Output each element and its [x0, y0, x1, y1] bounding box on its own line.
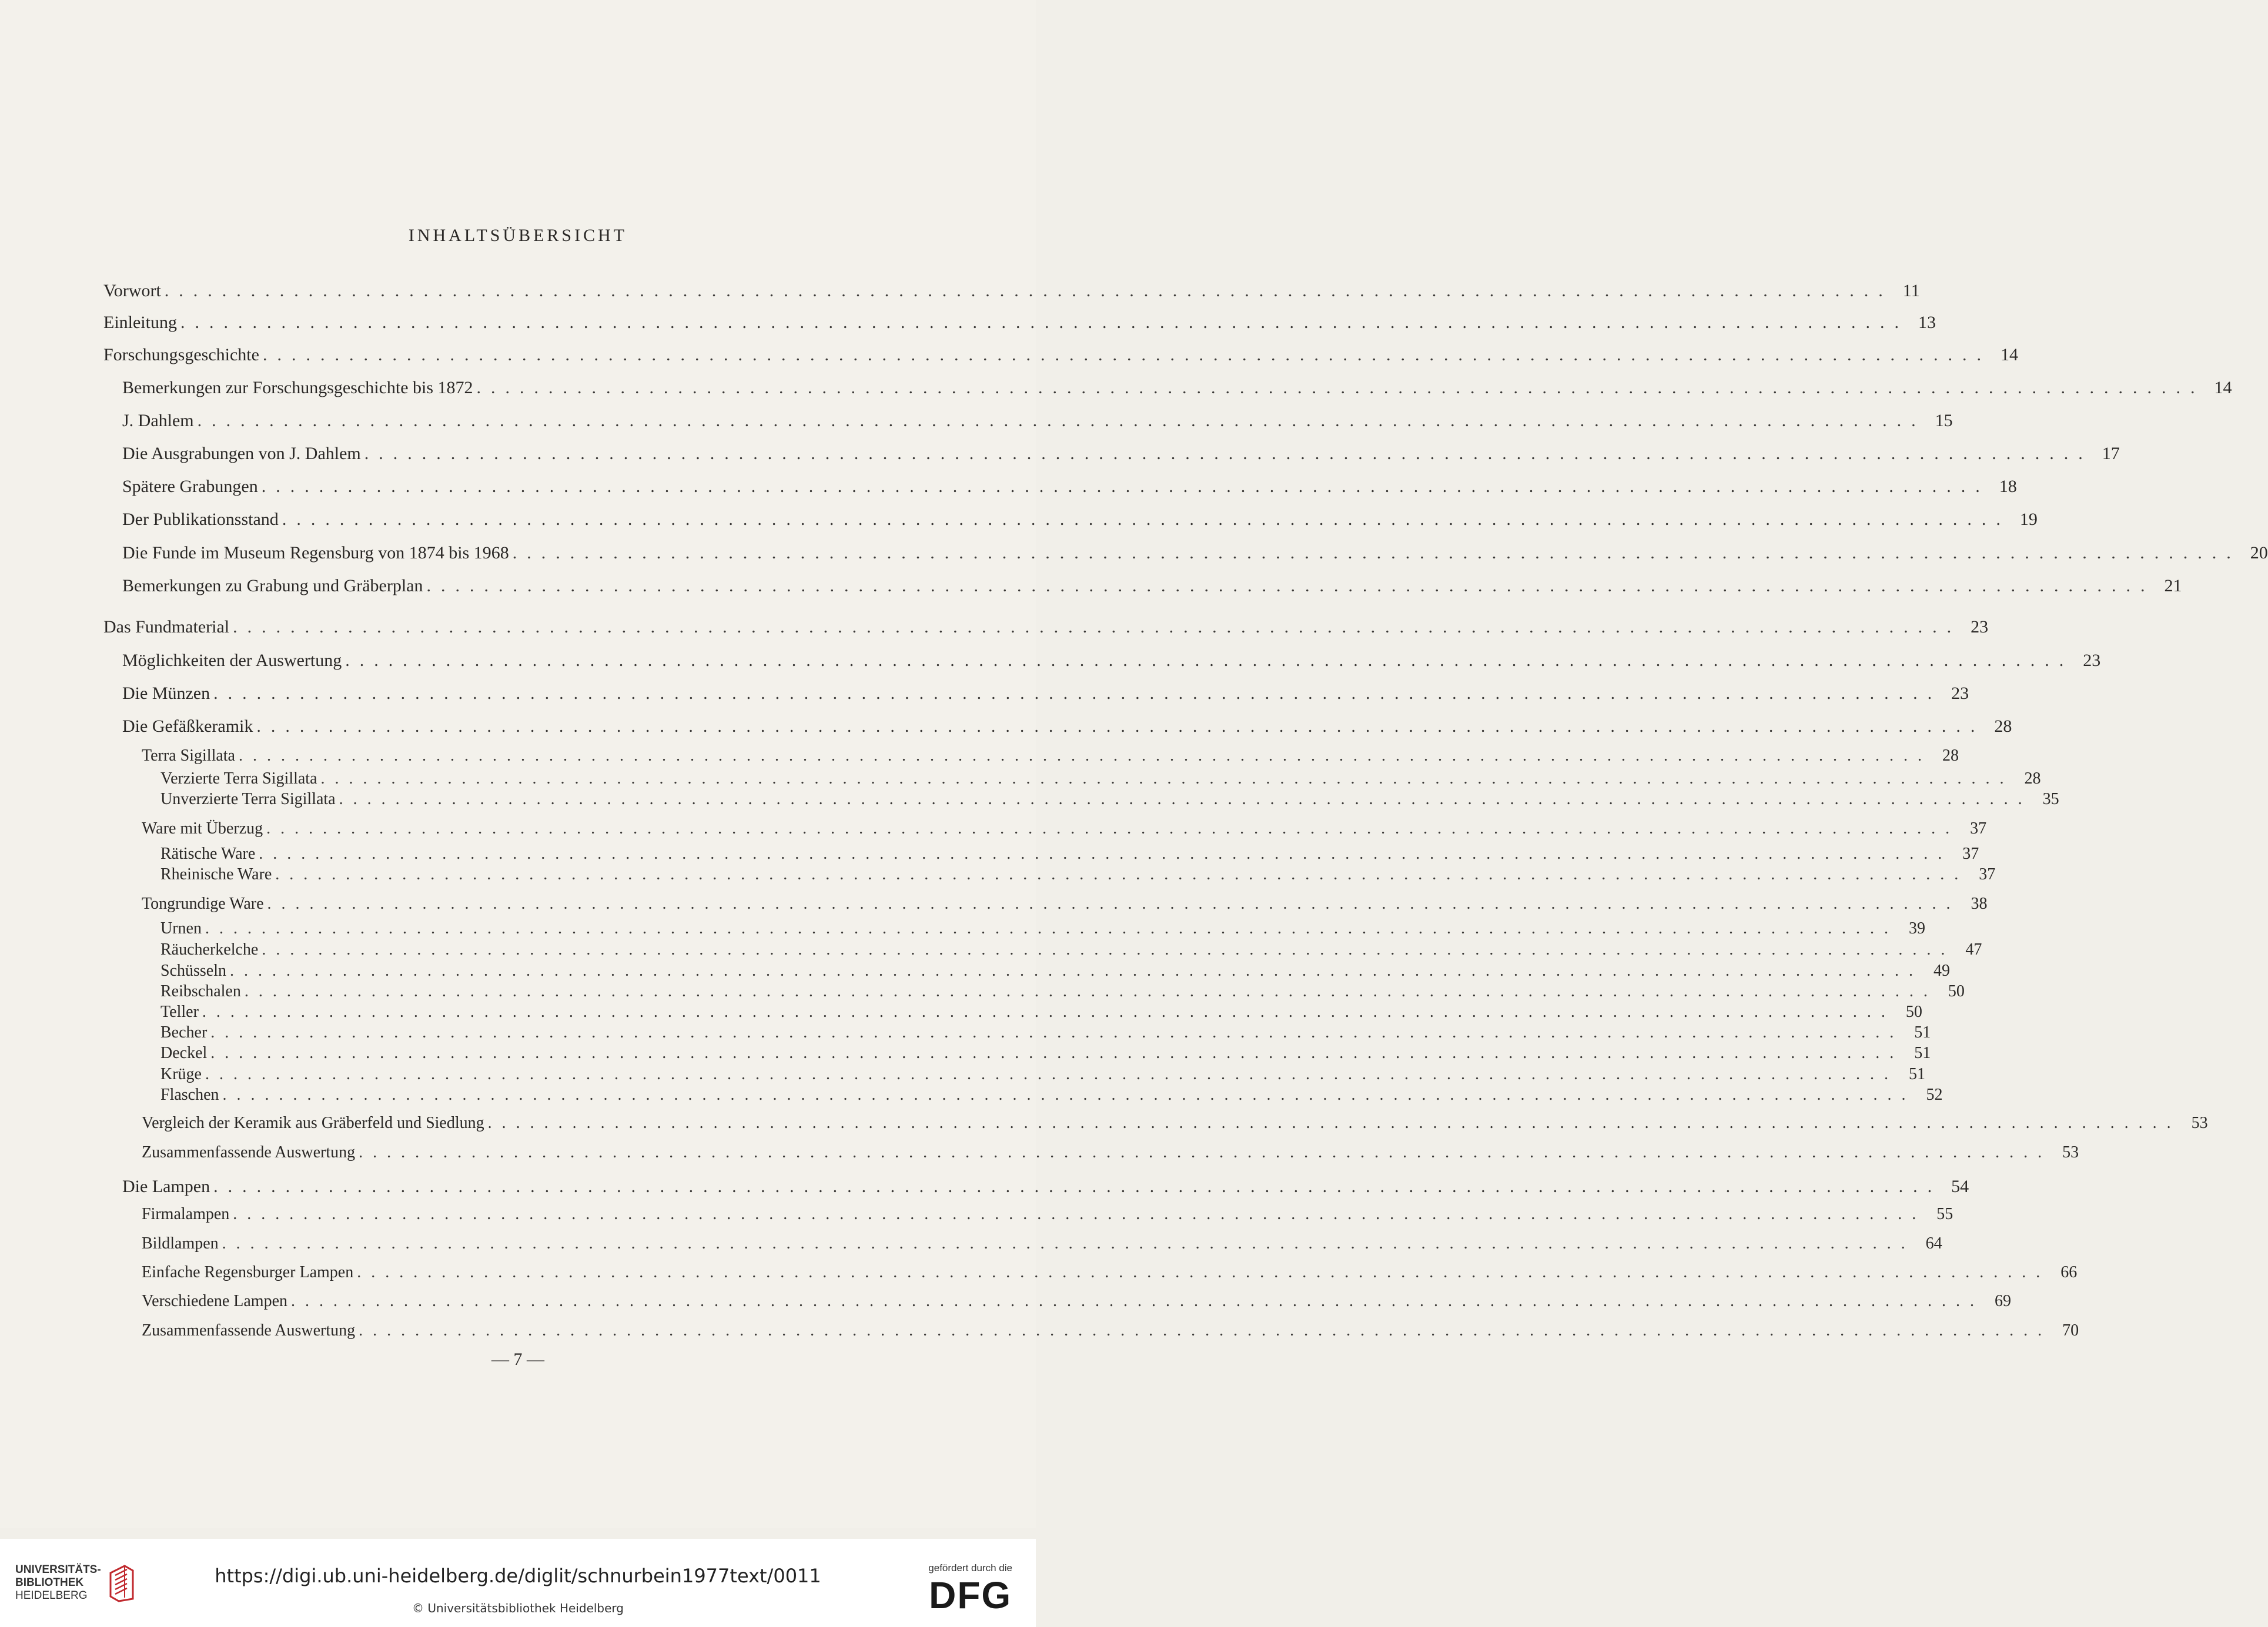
toc-entry — [160, 769, 2041, 788]
toc-entry — [122, 651, 2101, 671]
toc-leader-dots: ........................................................................................................................ — [213, 1177, 1942, 1196]
toc-entry-label: J. Dahlem — [122, 411, 194, 430]
toc-entry — [142, 1292, 2011, 1311]
toc-entry-label: Ware mit Überzug — [142, 819, 263, 838]
toc-leader-dots: ........................................................................................................................ — [202, 1003, 1895, 1021]
toc-leader-dots: ........................................................................................................................ — [426, 576, 2155, 595]
toc-entry — [142, 1114, 2208, 1133]
toc-leader-dots: ........................................................................................................................ — [197, 411, 1926, 430]
toc-entry-page: 51 — [1914, 1044, 1931, 1062]
dfg-logo-text: DFG — [929, 1574, 1012, 1616]
toc-entry-page: 14 — [2214, 378, 2232, 397]
toc-leader-dots: ........................................................................................................................ — [222, 1234, 1915, 1253]
toc-entry-label: Forschungsgeschichte — [103, 345, 259, 364]
toc-entry-page: 54 — [1951, 1177, 1969, 1196]
toc-entry-page: 52 — [1926, 1086, 1943, 1104]
toc-entry — [122, 378, 2232, 398]
toc-leader-dots: ........................................................................................................................ — [357, 1263, 2050, 1281]
toc-entry-label: Unverzierte Terra Sigillata — [160, 790, 336, 808]
toc-leader-dots: ........................................................................................................................ — [259, 845, 1952, 863]
toc-entry-label: Die Funde im Museum Regensburg von 1874 bis 1968 — [122, 543, 509, 563]
toc-entry-page: 19 — [2019, 510, 2038, 529]
toc-leader-dots: ........................................................................................................................ — [339, 790, 2032, 808]
toc-entry-label: Urnen — [160, 919, 202, 938]
toc-entry-page: 15 — [1935, 411, 1953, 430]
toc-leader-dots: ........................................................................................................................ — [291, 1292, 1984, 1310]
toc-entry-label: Firmalampen — [142, 1205, 230, 1223]
toc-entry-page: 20 — [2250, 543, 2268, 563]
toc-entry-page: 23 — [1971, 617, 1989, 637]
viewer-footer — [0, 1539, 1036, 1627]
toc-entry — [160, 845, 1979, 863]
toc-entry-page: 23 — [1951, 684, 1969, 703]
toc-entry — [160, 962, 1950, 980]
toc-leader-dots: ........................................................................................................................ — [476, 378, 2205, 397]
toc-entry-page: 13 — [1918, 313, 1936, 332]
toc-entry-page: 50 — [1948, 982, 1965, 1000]
toc-entry-page: 38 — [1971, 895, 1988, 913]
toc-entry — [103, 617, 1989, 637]
toc-entry — [122, 510, 2038, 530]
toc-entry-label: Rheinische Ware — [160, 865, 272, 883]
toc-leader-dots: ........................................................................................................................ — [320, 769, 2014, 788]
toc-entry-page: 64 — [1925, 1234, 1942, 1253]
funding-text: gefördert durch die — [928, 1562, 1012, 1574]
toc-entry — [103, 281, 1920, 301]
toc-entry-page: 69 — [1995, 1292, 2011, 1310]
toc-entry — [142, 746, 1959, 765]
toc-entry-label: Reibschalen — [160, 982, 241, 1000]
toc-entry-page: 39 — [1908, 919, 1925, 938]
library-name-line3: HEIDELBERG — [15, 1589, 88, 1602]
toc-entry — [142, 1263, 2078, 1282]
toc-entry-label: Bildlampen — [142, 1234, 219, 1253]
toc-entry — [160, 919, 1925, 938]
toc-leader-dots: ........................................................................................................................ — [210, 1044, 1904, 1062]
toc-entry — [122, 411, 1953, 431]
toc-leader-dots: ........................................................................................................................ — [275, 865, 1969, 883]
page-number: — 7 — — [491, 1350, 544, 1369]
toc-entry-label: Einleitung — [103, 313, 177, 332]
page-title: INHALTSÜBERSICHT — [408, 226, 628, 245]
toc-entry-label: Bemerkungen zur Forschungsgeschichte bis 1872 — [122, 378, 473, 397]
toc-entry-page: 70 — [2062, 1321, 2079, 1340]
toc-entry-label: Die Münzen — [122, 684, 210, 703]
toc-entry-label: Teller — [160, 1003, 199, 1021]
library-name-line1: UNIVERSITÄTS- — [15, 1564, 101, 1576]
toc-entry-page: 49 — [1934, 962, 1950, 980]
toc-entry — [160, 1023, 1931, 1042]
toc-entry-page: 28 — [2024, 769, 2041, 788]
toc-leader-dots: ........................................................................................................................ — [164, 281, 1893, 300]
toc-entry — [160, 790, 2059, 809]
toc-entry-page: 51 — [1908, 1065, 1925, 1083]
toc-leader-dots: ........................................................................................................................ — [345, 651, 2074, 670]
toc-leader-dots: ........................................................................................................................ — [244, 982, 1938, 1000]
toc-entry — [142, 819, 1987, 838]
toc-entry — [142, 1143, 2079, 1162]
toc-entry — [122, 684, 1969, 704]
toc-entry-label: Der Publikationsstand — [122, 510, 279, 529]
toc-leader-dots: ........................................................................................................................ — [282, 510, 2011, 529]
toc-entry-label: Die Ausgrabungen von J. Dahlem — [122, 444, 361, 463]
toc-leader-dots: ........................................................................................................................ — [262, 940, 1955, 959]
toc-entry-page: 50 — [1905, 1003, 1922, 1021]
toc-entry-page: 18 — [1999, 477, 2017, 496]
toc-entry — [122, 1177, 1969, 1197]
toc-leader-dots: ........................................................................................................................ — [266, 819, 1960, 838]
toc-leader-dots: ........................................................................................................................ — [262, 345, 1991, 364]
toc-entry-page: 14 — [2000, 345, 2018, 364]
toc-leader-dots: ........................................................................................................................ — [230, 962, 1923, 980]
toc-leader-dots: ........................................................................................................................ — [487, 1114, 2181, 1132]
toc-entry-label: Räucherkelche — [160, 940, 259, 959]
toc-entry-label: Das Fundmaterial — [103, 617, 230, 637]
toc-entry-page: 17 — [2102, 444, 2120, 463]
toc-entry — [122, 576, 2182, 596]
toc-entry-page: 35 — [2042, 790, 2059, 808]
toc-entry-label: Verschiedene Lampen — [142, 1292, 287, 1310]
toc-entry-page: 28 — [1942, 746, 1959, 765]
toc-entry-page: 11 — [1902, 281, 1920, 300]
toc-leader-dots: ........................................................................................................................ — [267, 895, 1961, 913]
copyright-notice: © Universitätsbibliothek Heidelberg — [412, 1601, 624, 1615]
toc-entry — [122, 444, 2120, 464]
toc-leader-dots: ........................................................................................................................ — [233, 617, 1962, 637]
toc-leader-dots: ........................................................................................................................ — [512, 543, 2241, 563]
toc-entry — [160, 865, 1996, 884]
toc-entry — [142, 1205, 1953, 1224]
toc-entry — [103, 313, 1936, 333]
toc-entry-label: Spätere Grabungen — [122, 477, 258, 496]
toc-entry-label: Bemerkungen zu Grabung und Gräberplan — [122, 576, 423, 595]
toc-entry-page: 51 — [1914, 1023, 1931, 1042]
toc-entry — [160, 940, 1982, 959]
toc-leader-dots: ........................................................................................................................ — [261, 477, 1990, 496]
toc-entry-page: 55 — [1936, 1205, 1953, 1223]
toc-entry-label: Vorwort — [103, 281, 161, 300]
page-url-link[interactable]: https://digi.ub.uni-heidelberg.de/diglit/schnurbein1977text/0011 — [215, 1565, 821, 1587]
toc-entry — [160, 1003, 1922, 1022]
toc-entry — [160, 982, 1965, 1001]
toc-entry-page: 66 — [2060, 1263, 2078, 1281]
toc-entry-label: Rätische Ware — [160, 845, 256, 863]
toc-entry — [142, 1321, 2079, 1340]
toc-entry-label: Krüge — [160, 1065, 202, 1083]
toc-leader-dots: ........................................................................................................................ — [359, 1321, 2052, 1340]
toc-leader-dots: ........................................................................................................................ — [213, 684, 1942, 703]
toc-entry-label: Die Lampen — [122, 1177, 210, 1196]
toc-leader-dots: ........................................................................................................................ — [233, 1205, 1926, 1223]
toc-entry — [142, 895, 1988, 913]
toc-leader-dots: ........................................................................................................................ — [238, 746, 1932, 765]
toc-entry-label: Becher — [160, 1023, 208, 1042]
toc-entry-page: 47 — [1965, 940, 1982, 959]
toc-entry-label: Die Gefäßkeramik — [122, 717, 253, 736]
toc-leader-dots: ........................................................................................................................ — [364, 444, 2093, 463]
library-name-line2: BIBLIOTHEK — [15, 1576, 84, 1589]
toc-entry-label: Zusammenfassende Auswertung — [142, 1143, 356, 1161]
toc-leader-dots: ........................................................................................................................ — [205, 1065, 1898, 1083]
toc-leader-dots: ........................................................................................................................ — [256, 717, 1985, 736]
toc-entry — [122, 477, 2017, 497]
toc-entry — [103, 345, 2018, 365]
toc-leader-dots: ........................................................................................................................ — [180, 313, 1909, 332]
toc-entry — [160, 1086, 1943, 1104]
toc-entry-page: 28 — [1994, 717, 2012, 736]
toc-entry-label: Möglichkeiten der Auswertung — [122, 651, 342, 670]
toc-entry-label: Einfache Regensburger Lampen — [142, 1263, 354, 1281]
toc-leader-dots: ........................................................................................................................ — [222, 1086, 1916, 1104]
toc-entry-label: Schüsseln — [160, 962, 226, 980]
toc-entry-label: Zusammenfassende Auswertung — [142, 1321, 356, 1340]
toc-entry-page: 21 — [2164, 576, 2182, 595]
toc-entry-label: Tongrundige Ware — [142, 895, 264, 913]
funder-logo[interactable] — [928, 1562, 1012, 1614]
toc-entry-page: 53 — [2062, 1143, 2079, 1161]
toc-entry-page: 37 — [1962, 845, 1979, 863]
toc-leader-dots: ........................................................................................................................ — [210, 1023, 1904, 1042]
toc-entry-label: Deckel — [160, 1044, 208, 1062]
toc-entry — [160, 1065, 1925, 1084]
toc-entry — [142, 1234, 1942, 1253]
toc-entry — [122, 543, 2268, 563]
toc-entry — [122, 717, 2012, 736]
toc-entry-page: 37 — [1979, 865, 1996, 883]
toc-entry-label: Verzierte Terra Sigillata — [160, 769, 317, 788]
toc-entry-page: 37 — [1970, 819, 1987, 838]
toc-entry-label: Vergleich der Keramik aus Gräberfeld und Siedlung — [142, 1114, 484, 1132]
toc-leader-dots: ........................................................................................................................ — [205, 919, 1898, 938]
toc-leader-dots: ........................................................................................................................ — [359, 1143, 2052, 1161]
toc-entry-page: 53 — [2191, 1114, 2208, 1132]
toc-entry-label: Flaschen — [160, 1086, 219, 1104]
toc-entry-page: 23 — [2083, 651, 2101, 670]
toc-entry — [160, 1044, 1931, 1063]
toc-entry-label: Terra Sigillata — [142, 746, 235, 765]
